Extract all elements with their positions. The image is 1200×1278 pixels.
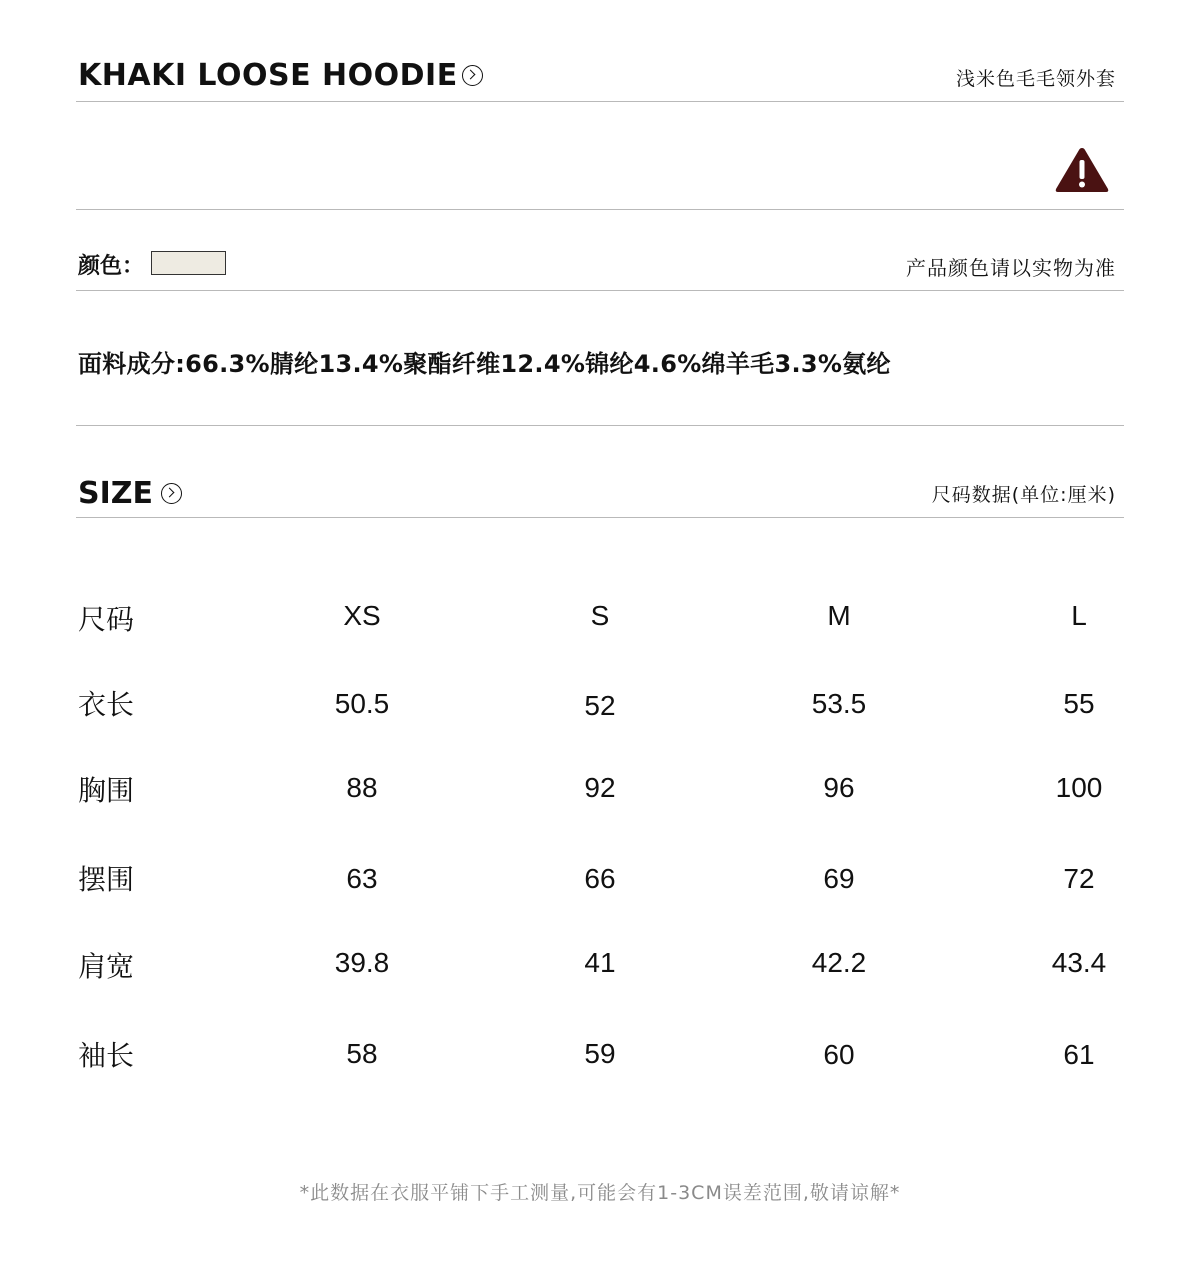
table-cell: 96 (823, 772, 855, 803)
measurement-footnote: *此数据在衣服平铺下手工测量,可能会有1-3CM误差范围,敬请谅解* (299, 1182, 901, 1204)
size-unit-note: 尺码数据(单位:厘米) (931, 484, 1116, 506)
table-cell: 63 (346, 863, 378, 894)
divider (76, 101, 1124, 102)
table-cell: 92 (584, 772, 616, 803)
table-cell: 52 (584, 690, 616, 721)
table-cell: 55 (1063, 688, 1095, 719)
table-cell: 60 (823, 1039, 855, 1070)
table-cell: 50.5 (334, 688, 390, 719)
table-cell: 58 (346, 1038, 378, 1069)
warning-icon (1054, 146, 1110, 194)
divider (76, 425, 1124, 426)
color-label: 颜色： (78, 254, 145, 279)
table-cell: 66 (584, 863, 616, 894)
size-header-s: S (590, 600, 610, 631)
divider (76, 209, 1124, 210)
product-title (78, 58, 483, 93)
table-cell: 61 (1063, 1039, 1095, 1070)
size-section-title (78, 476, 182, 511)
table-cell: 88 (346, 772, 378, 803)
table-cell: 100 (1055, 772, 1103, 803)
product-title-text: KHAKI LOOSE HOODIE (78, 58, 458, 93)
product-subtitle: 浅米色毛毛领外套 (955, 68, 1116, 90)
color-swatch (151, 251, 226, 275)
row-label-sleeve: 袖长 (78, 1039, 135, 1072)
table-cell: 39.8 (334, 947, 390, 978)
size-title-text: SIZE (78, 476, 154, 511)
row-label-shoulder: 肩宽 (78, 950, 135, 983)
size-header-l: L (1071, 600, 1087, 631)
divider (76, 517, 1124, 518)
size-header-label: 尺码 (78, 603, 135, 636)
table-cell: 41 (584, 947, 616, 978)
row-label-hem: 摆围 (78, 863, 135, 896)
size-header-m: M (827, 600, 851, 631)
table-cell: 42.2 (811, 947, 867, 978)
table-cell: 53.5 (811, 688, 867, 719)
chevron-right-circle-icon[interactable] (161, 483, 182, 504)
row-label-length: 衣长 (78, 688, 135, 721)
table-cell: 59 (584, 1038, 616, 1069)
chevron-right-circle-icon[interactable] (462, 65, 483, 86)
table-cell: 43.4 (1051, 947, 1107, 978)
divider (76, 290, 1124, 291)
table-cell: 72 (1063, 863, 1095, 894)
color-note: 产品颜色请以实物为准 (906, 256, 1116, 280)
size-header-xs: XS (343, 600, 381, 631)
table-cell: 69 (823, 863, 855, 894)
fabric-composition: 面料成分:66.3%腈纶13.4%聚酯纤维12.4%锦纶4.6%绵羊毛3.3%氨纶 (78, 350, 891, 378)
row-label-chest: 胸围 (78, 774, 135, 807)
